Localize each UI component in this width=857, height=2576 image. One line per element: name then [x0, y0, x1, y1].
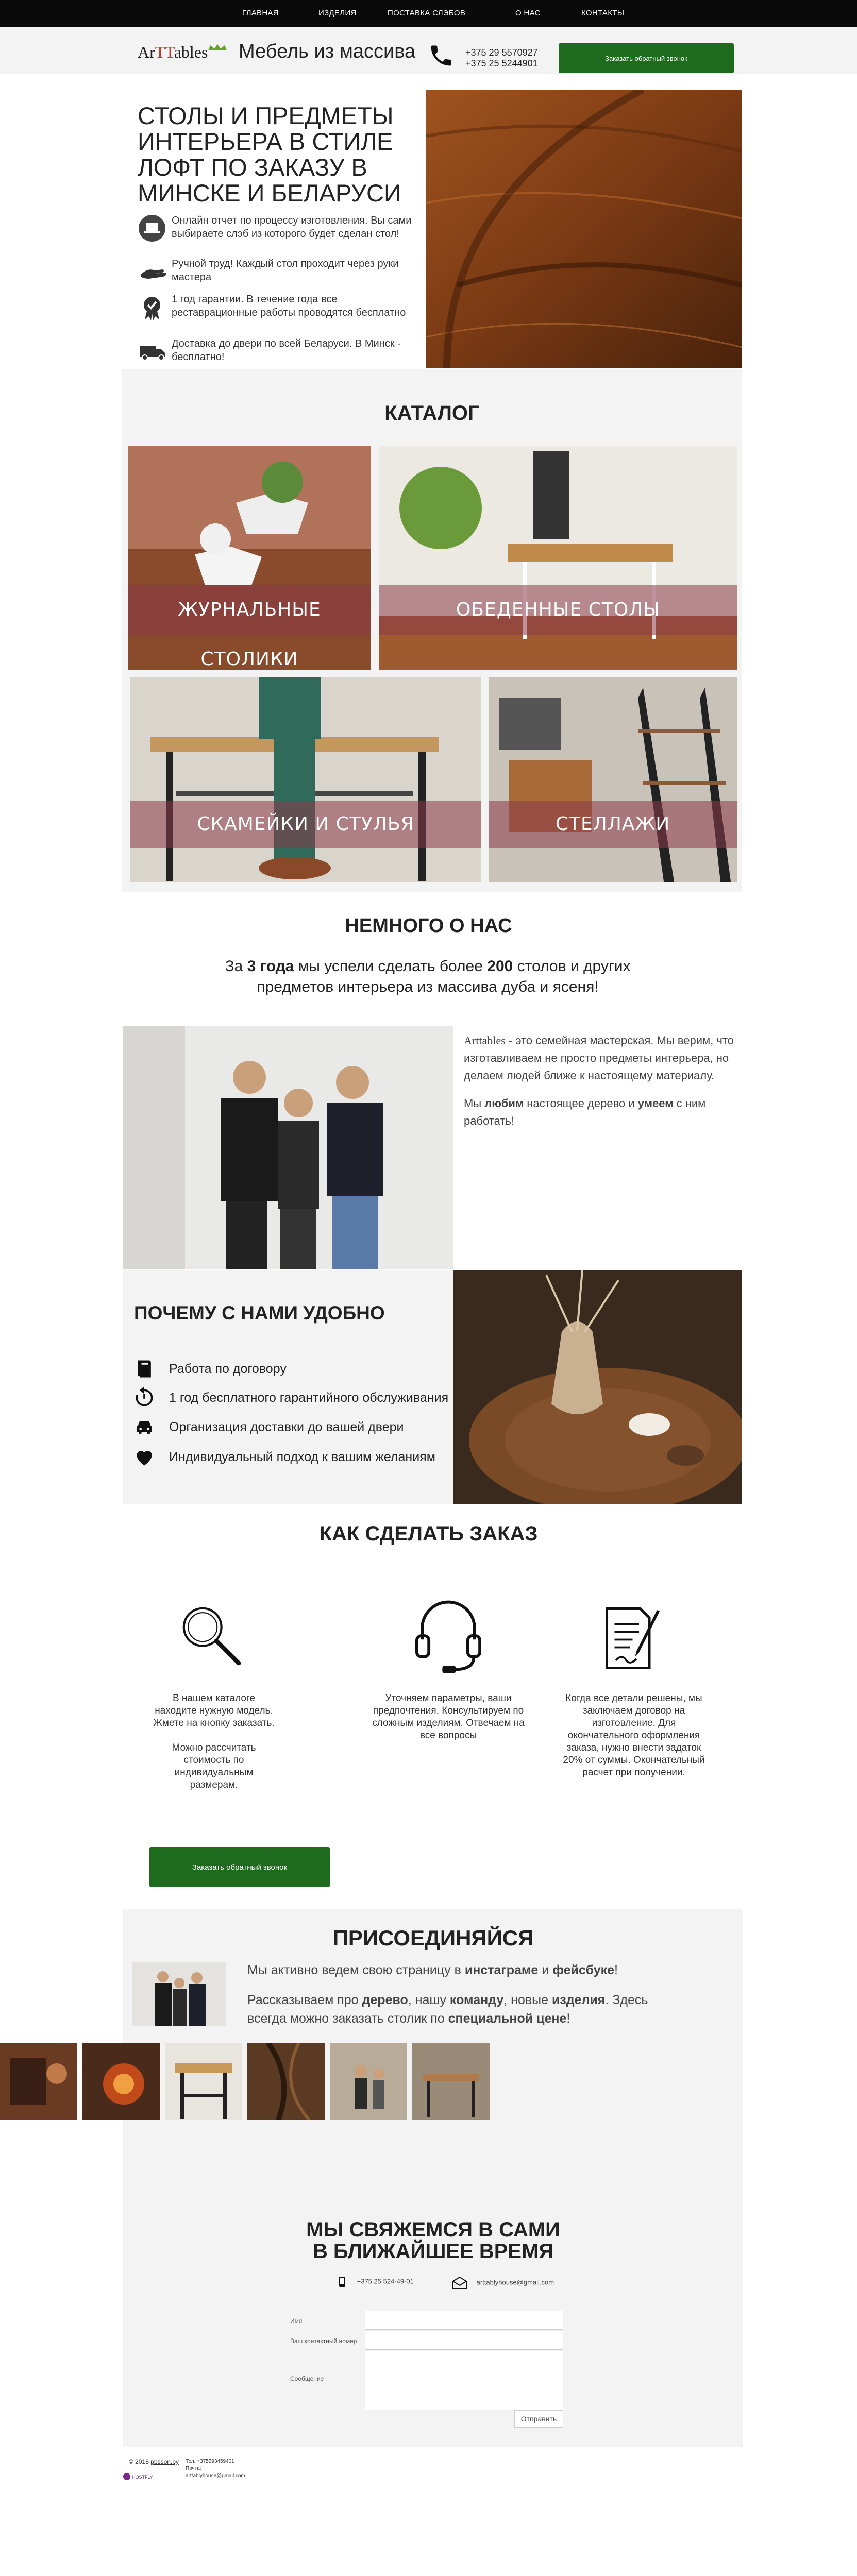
- about-lead: За 3 года мы успели сделать более 200 столов и других предметов интерьера из массива дуба и ясеня!: [225, 958, 631, 995]
- hero-title: СТОЛЫ И ПРЕДМЕТЫ ИНТЕРЬЕРА В СТИЛЕ ЛОФТ ПО ЗАКАЗУ В МИНСКЕ И БЕЛАРУСИ: [138, 102, 401, 207]
- callback-button[interactable]: Заказать обратный звонок: [559, 43, 734, 73]
- svg-text:HOSTFLY: HOSTFLY: [132, 2475, 153, 2480]
- tile-label: СТЕЛЛАЖИ: [489, 801, 737, 848]
- site-header: [0, 27, 857, 74]
- name-label: Имя: [290, 2317, 303, 2325]
- dining-table-photo: [379, 446, 737, 670]
- phone-icon: [428, 42, 455, 69]
- tile-label: ОБЕДЕННЫЕ СТОЛЫ: [379, 585, 737, 635]
- feature-item: 1 год гарантии. В течение года все реставрационные работы проводятся бесплатно: [138, 293, 418, 321]
- instagram-thumb[interactable]: [330, 2043, 407, 2120]
- tile-label: СКАМЕЙКИ И СТУЛЬЯ: [130, 801, 481, 848]
- laptop-icon: [138, 214, 169, 243]
- phone-numbers[interactable]: +375 29 5570927 +375 25 5244901: [465, 47, 538, 69]
- order-callback-button[interactable]: Заказать обратный звонок: [149, 1847, 330, 1887]
- name-input[interactable]: [365, 2311, 563, 2330]
- host-logo-icon: [123, 2470, 164, 2483]
- footer-contact-info: Тел. +375293459401 Почта: arttablyhouse@gmail.com: [186, 2459, 245, 2479]
- slogan: Мебель из массива: [239, 41, 416, 62]
- heart-icon: [133, 1446, 156, 1468]
- why-item: Работа по договору: [133, 1358, 287, 1380]
- copyright: © 2018 pbsson.by: [129, 2458, 179, 2465]
- guarantee-icon: [138, 293, 169, 321]
- why-title: ПОЧЕМУ С НАМИ УДОБНО: [134, 1302, 385, 1324]
- crown-icon: [207, 44, 228, 51]
- feature-item: Доставка до двери по всей Беларуси. В Минск - бесплатно!: [138, 337, 418, 366]
- phone-input[interactable]: [365, 2331, 563, 2350]
- magnifier-icon: [175, 1600, 247, 1672]
- feature-item: Ручной труд! Каждый стол проходит через руки мастера: [138, 257, 418, 286]
- join-title: ПРИСОЕДИНЯЙСЯ: [332, 1926, 534, 1950]
- catalog-title: КАТАЛОГ: [384, 402, 480, 425]
- logo[interactable]: ArTTables: [138, 43, 208, 61]
- catalog-tile-benches[interactable]: [130, 677, 481, 882]
- vase-table-photo: [453, 1270, 742, 1504]
- team-photo: [123, 1026, 453, 1269]
- nav-item-contacts[interactable]: КОНТАКТЫ: [581, 9, 625, 18]
- instagram-thumb[interactable]: [82, 2043, 160, 2120]
- catalog-tile-dining-tables[interactable]: [379, 446, 737, 670]
- tile-label: ЖУРНАЛЬНЫЕ СТОЛИКИ: [128, 585, 371, 635]
- contact-email[interactable]: arttablyhouse@gmail.com: [452, 2276, 554, 2290]
- instagram-thumb[interactable]: [0, 2043, 77, 2120]
- shelves-photo: [489, 677, 737, 882]
- step-text: Когда все детали решены, мы заключаем договор на изготовление. Для окончательного оформления заказа, нужно внести задаток 20% от суммы. Окончательный расчет при получении.: [563, 1693, 705, 1778]
- mobile-icon: [339, 2276, 346, 2287]
- host-badge[interactable]: [123, 2470, 164, 2483]
- feature-item: Онлайн отчет по процессу изготовления. Вы сами выбираете слэб из которого будет сделан стол!: [138, 214, 418, 243]
- message-label: Сообщение: [290, 2375, 324, 2382]
- nav-item-about[interactable]: О НАС: [515, 9, 541, 18]
- book-icon: [133, 1358, 156, 1380]
- step-text: В нашем каталоге находите нужную модель. Жмете на кнопку заказать. Можно рассчитать стоимость по индивидуальным размерам.: [153, 1693, 275, 1790]
- copyright-link[interactable]: pbsson.by: [150, 2458, 179, 2465]
- why-item: 1 год бесплатного гарантийного обслуживания: [133, 1386, 448, 1409]
- about-title: НЕМНОГО О НАС: [345, 915, 512, 937]
- headset-icon: [410, 1595, 487, 1677]
- envelope-icon: [452, 2276, 467, 2290]
- why-item: Индивидуальный подход к вашим желаниям: [133, 1446, 435, 1468]
- step-text: Уточняем параметры, ваши предпочтения. Консультируем по сложным изделиям. Отвечаем на все вопросы: [372, 1693, 525, 1741]
- phone-label: Ваш контактный номер: [290, 2337, 357, 2345]
- nav-item-products[interactable]: ИЗДЕЛИЯ: [318, 9, 357, 18]
- hero-wood-table-photo: [426, 90, 742, 368]
- instagram-thumb[interactable]: [247, 2043, 325, 2120]
- why-item: Организация доставки до вашей двери: [133, 1416, 404, 1438]
- top-navigation: [0, 0, 857, 27]
- bench-photo: [130, 677, 481, 882]
- hand-icon: [138, 257, 169, 286]
- how-title: КАК СДЕЛАТЬ ЗАКАЗ: [319, 1522, 538, 1545]
- car-icon: [133, 1416, 156, 1438]
- instagram-thumb[interactable]: [165, 2043, 242, 2120]
- instagram-thumb[interactable]: [412, 2043, 490, 2120]
- submit-button[interactable]: Отправить: [514, 2410, 563, 2428]
- contact-phone[interactable]: +375 25 524-49-01: [339, 2276, 414, 2287]
- message-input[interactable]: [365, 2351, 563, 2410]
- join-text: Мы активно ведем свою страницу в инстаграме и фейсбуке! Рассказываем про дерево, нашу команду, новые изделия. Здесь всегда можно заказать столик по специальной цене!: [247, 1963, 648, 2026]
- history-icon: [133, 1386, 156, 1409]
- nav-item-slabs[interactable]: ПОСТАВКА СЛЭБОВ: [388, 9, 466, 18]
- team-small-photo[interactable]: [132, 1962, 226, 2026]
- contract-icon: [600, 1605, 665, 1672]
- truck-icon: [138, 337, 169, 366]
- catalog-tile-coffee-tables[interactable]: [128, 446, 371, 670]
- contact-title: МЫ СВЯЖЕМСЯ В САМИ В БЛИЖАЙШЕЕ ВРЕМЯ: [306, 2218, 560, 2263]
- catalog-tile-shelves[interactable]: [489, 677, 737, 882]
- about-text: Arttables - это семейная мастерская. Мы верим, что изготавливаем не просто предметы интерьера, но делаем людей ближе к настоящему материалу. Мы любим настоящее дерево и умеем с ним работать!: [464, 1034, 734, 1127]
- nav-item-home[interactable]: ГЛАВНАЯ: [242, 9, 279, 18]
